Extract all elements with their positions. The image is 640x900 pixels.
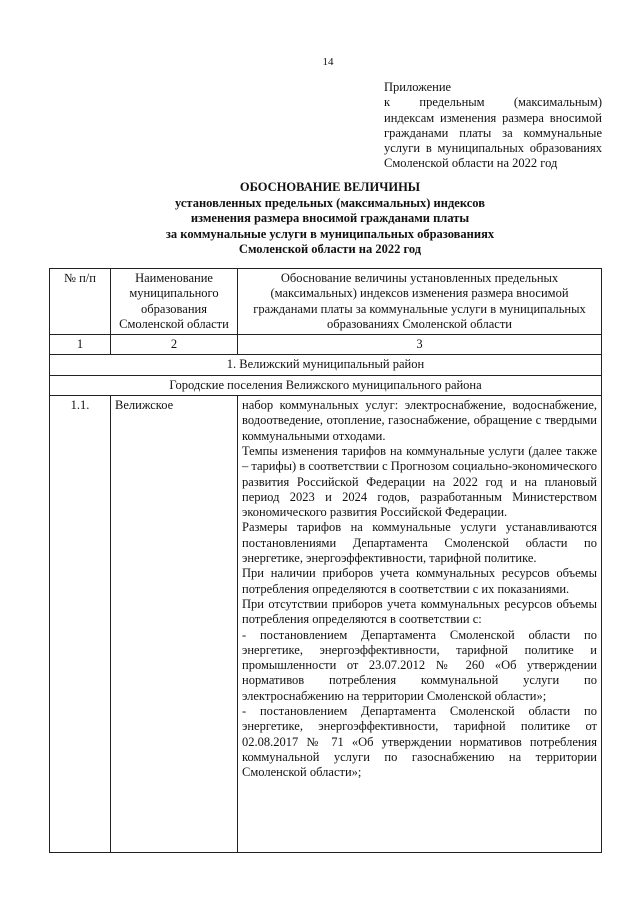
table-header-row bbox=[50, 269, 602, 335]
title-line: установленных предельных (максимальных) индексов bbox=[175, 195, 485, 210]
justification-paragraph: набор коммунальных услуг: электроснабжение, водоснабжение, водоотведение, отопление, газоснабжение, обращение с твердыми коммунальными отходами. bbox=[242, 398, 597, 443]
justification-paragraph: Темпы изменения тарифов на коммунальные услуги (далее также – тарифы) в соответствии с Прогнозом социально-экономического развития Российской Федерации на 2022 год и на плановый период 2023 и 2024 годов, разработанным Министерством экономического развития Российской Федерации. bbox=[242, 443, 597, 520]
title-line: за коммунальные услуги в муниципальных образованиях bbox=[165, 226, 495, 241]
title-line: ОБОСНОВАНИЕ ВЕЛИЧИНЫ bbox=[239, 180, 421, 194]
appendix-line: Смоленской области на 2022 год bbox=[384, 156, 558, 171]
header-number: № п/п bbox=[50, 269, 111, 335]
column-number: 3 bbox=[238, 335, 602, 355]
header-municipality: Наименование муниципального образования Смоленской области bbox=[111, 269, 238, 335]
justification-paragraph: Размеры тарифов на коммунальные услуги устанавливаются постановлениями Департамента Смоленской области по энергетике, энергоэффективности, тарифной политике. bbox=[242, 520, 597, 566]
row-number: 1.1. bbox=[50, 396, 111, 853]
appendix-block bbox=[384, 80, 602, 172]
title-line: изменения размера вносимой гражданами платы bbox=[190, 211, 470, 225]
justification-paragraph: - постановлением Департамента Смоленской области по энергетике, энергоэффективности, тарифной политике и промышленности от 23.07.2012 № 260 «Об утверждении нормативов потребления коммунальной услуги по электроснабжению на территории Смоленской области»; bbox=[242, 627, 597, 703]
justification-paragraph: - постановлением Департамента Смоленской области по энергетике, энергоэффективности, тарифной политике от 02.08.2017 № 71 «Об утверждении нормативов потребления коммунальной услуги по газоснабжению на территории Смоленской области»; bbox=[242, 704, 597, 780]
appendix-line: Приложение bbox=[384, 80, 452, 94]
column-number: 1 bbox=[50, 335, 111, 355]
page-number: 14 bbox=[322, 56, 334, 68]
justification-paragraph: При отсутствии приборов учета коммунальных ресурсов объемы потребления определяются в соответствии с: bbox=[242, 596, 597, 627]
table-row bbox=[50, 396, 602, 853]
row-municipality: Велижское bbox=[111, 396, 238, 853]
appendix-line: индексам изменения размера вносимой bbox=[384, 110, 602, 125]
appendix-line: к предельным (максимальным) bbox=[384, 95, 602, 110]
header-justification: Обоснование величины установленных предельных (максимальных) индексов изменения размера вносимой гражданами платы за коммунальные услуги в муниципальных образованиях Смоленской области bbox=[238, 269, 602, 335]
title-line: Смоленской области на 2022 год bbox=[238, 242, 422, 256]
subsection-row bbox=[50, 375, 602, 395]
column-number-row bbox=[50, 335, 602, 355]
column-number: 2 bbox=[111, 335, 238, 355]
appendix-line: гражданами платы за коммунальные bbox=[384, 125, 602, 140]
document-title bbox=[120, 180, 540, 258]
row-justification bbox=[238, 396, 602, 853]
justification-table bbox=[49, 268, 602, 853]
justification-paragraph: При наличии приборов учета коммунальных ресурсов объемы потребления определяются в соответствии с их показаниями. bbox=[242, 566, 597, 596]
subsection-title: Городские поселения Велижского муниципального района bbox=[50, 375, 602, 395]
section-row bbox=[50, 355, 602, 375]
section-title: 1. Велижский муниципальный район bbox=[50, 355, 602, 375]
appendix-line: услуги в муниципальных образованиях bbox=[384, 141, 602, 156]
